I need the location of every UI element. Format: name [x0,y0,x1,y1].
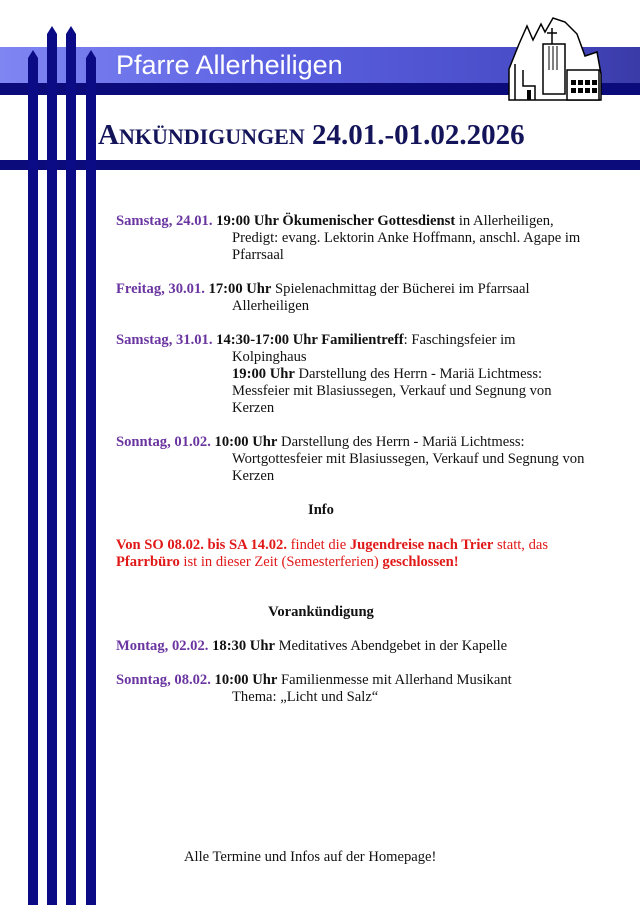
event-time: 17:00 Uhr [208,281,272,297]
event-time: 19:00 Uhr Ökumenischer Gottesdienst [216,213,456,229]
event-time: 14:30-17:00 Uhr Familientreff [216,332,404,348]
event-date: Samstag, 24.01. [116,213,213,229]
decorative-bar [28,50,38,905]
preview-heading: Vorankündigung [268,604,374,620]
event-date: Sonntag, 08.02. [116,672,211,688]
event-date: Freitag, 30.01. [116,281,205,297]
title-initial: A [98,119,119,151]
event-text: Kerzen [232,468,275,484]
title-word: NKÜNDIGUNGEN [118,124,305,149]
event-text: Pfarrsaal [232,247,284,263]
event-time: 19:00 Uhr [232,366,295,382]
event-date: Sonntag, 01.02. [116,434,211,450]
event-text: Wortgottesfeier mit Blasiussegen, Verkauf und Segnung von [232,451,585,467]
decorative-bar [86,50,96,905]
title-divider [0,160,640,170]
event-text: Allerheiligen [232,298,309,314]
event-text: Predigt: evang. Lektorin Anke Hoffmann, anschl. Agape im [232,230,581,246]
info-text-part: ist in dieser Zeit (Semesterferien) [179,554,383,570]
event-text: : Faschingsfeier im [403,332,516,348]
title-dates: 24.01.-01.02.2026 [312,119,525,151]
info-text-part: findet die [287,537,350,553]
info-text-part: statt, das [493,537,549,553]
event-time: 10:00 Uhr [214,672,278,688]
event-text: Thema: „Licht und Salz“ [232,689,379,705]
info-closed: geschlossen! [382,554,459,570]
event-text: in Allerheiligen, [455,213,554,229]
page-title [98,119,525,152]
church-logo-icon [505,14,605,102]
event-time: 18:30 Uhr [212,638,275,654]
event-date: Montag, 02.02. [116,638,209,654]
event-time: 10:00 Uhr [214,434,278,450]
event-date: Samstag, 31.01. [116,332,213,348]
event-text: Darstellung des Herrn - Mariä Lichtmess: [277,434,525,450]
decorative-bar [66,26,76,905]
event-text: Messfeier mit Blasiussegen, Verkauf und Segnung von [232,383,552,399]
info-heading: Info [308,502,334,518]
event-text: Kerzen [232,400,275,416]
info-text [116,554,459,571]
info-dates: Von SO 08.02. bis SA 14.02. [116,537,287,553]
info-office: Pfarrbüro [116,554,180,570]
event-text: Kolpinghaus [232,349,307,365]
decorative-bar [47,26,57,905]
site-title: Pfarre Allerheiligen [116,50,343,80]
event-text: Darstellung des Herrn - Mariä Lichtmess: [294,366,543,382]
event-text: Meditatives Abendgebet in der Kapelle [274,638,508,654]
event-text: Familienmesse mit Allerhand Musikant [277,672,512,688]
info-text [116,537,548,554]
event-text: Spielenachmittag der Bücherei im Pfarrsaal [271,281,530,297]
info-trip: Jugendreise nach Trier [349,537,494,553]
footer-note: Alle Termine und Infos auf der Homepage! [184,849,437,865]
